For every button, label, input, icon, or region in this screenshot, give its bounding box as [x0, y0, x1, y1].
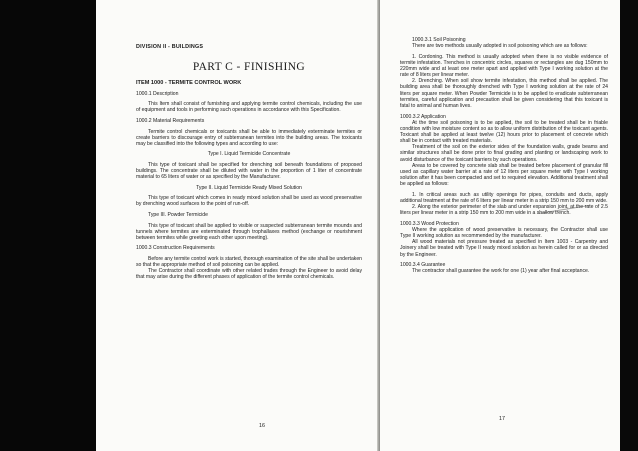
section-1000-2-text: Termite control chemicals or toxicants shall be able to immediately exterminate termites or create barriers to discourage entry of subterranean termites into the building areas. The toxicants may be classified into the following types and according to use: — [136, 128, 362, 147]
type-2-heading: Type II. Liquid Termicide Ready Mixed Solution — [196, 184, 302, 191]
left-dark-edge — [0, 0, 96, 451]
section-1000-3-heading: 1000.3 Construction Requirements — [136, 245, 215, 252]
type-1-text: This type of toxicant shall be specified for drenching soil beneath foundations of proposed buildings. The concentrate shall be diluted with water in the proportion of 1 liter of concentrate material to 65 liters of water or as specified by the Manufacturer. — [136, 161, 362, 181]
section-1000-3-4-text: The contractor shall guarantee the work for one (1) year after final acceptance. — [412, 268, 590, 275]
section-1000-3-3-paragraph-1: Where the application of wood preservative is necessary, the Contractor shall use Type II working solution as recommended by the manufacturer. — [400, 226, 608, 240]
right-page — [380, 0, 620, 451]
section-1000-3-2-paragraph-2: Treatment of the soil on the exterior sides of the foundation walls, grade beams and similar structures shall be done prior to final grading and planting or landscaping work to avoid disturbance of the toxicant barriers by such operations. — [400, 144, 608, 163]
section-1000-3-4-heading: 1000.3.4 Guarantee — [400, 262, 446, 269]
type-3-text: This type of toxicant shall be applied to visible or suspected subterranean termite mounds and tunnels where termites are exterminated through trophallaxes method (exchange or nourishment between termites while greeting each other upon meeting). — [136, 222, 362, 241]
section-1000-1-heading: 1000.1 Description — [136, 90, 179, 97]
right-page-content — [400, 37, 608, 274]
soil-method-drenching: 2. Drenching. When soil show termite infestation, this method shall be applied. The building area shall be thoroughly drenched with Type I working solution at the rate of 24 liters per square meter. When Powder Termicide is to be applied to eradicate subterranean termites, careful application and precaution shall be given considering that this toxicant is fatal to animal and human lives. — [400, 78, 608, 109]
left-page-content — [136, 38, 362, 281]
left-page-number: 16 — [259, 423, 265, 429]
type-2-text: This type of toxicant which comes in ready mixed solution shall be used as wood preservative by drenching wood surfaces to the point of run-off. — [136, 195, 362, 208]
part-title: PART C - FINISHING — [192, 61, 306, 74]
section-1000-3-paragraph-2: The Contractor shall coordinate with other related trades through the Engineer to avoid delay that may arise during the different phases of application of the termite control chemicals. — [136, 268, 362, 281]
section-1000-3-paragraph-1: Before any termite control work is started, thorough examination of the site shall be undertaken so that the appropriate method of soil poisoning can be applied. — [136, 255, 362, 269]
section-1000-3-2-paragraph-1: At the time soil poisoning is to be applied, the soil to be treated shall be in friable condition with low moisture content so as to allow uniform distribution of the toxicant agents. Toxicant shall be applied at least twelve (12) hours prior to placement of concrete which shall be in contact with treated materials. — [400, 119, 608, 145]
division-heading: DIVISION II - BUILDINGS — [136, 44, 204, 50]
section-1000-3-2-paragraph-3: Areas to be covered by concrete slab shall be treated before placement of granular fill used as capillary water barrier at a rate of 12 liters per square meter with Type I working solution after it has been compacted and set to required elevation. Additional treatment shall be applied as follows: — [400, 162, 608, 188]
section-1000-3-2-heading: 1000.3.2 Application — [400, 113, 446, 120]
section-1000-3-3-heading: 1000.3.3 Wood Protection — [400, 220, 459, 227]
item-title: ITEM 1000 - TERMITE CONTROL WORK — [136, 80, 242, 87]
section-1000-2-heading: 1000.2 Material Requirements — [136, 117, 205, 124]
right-dark-edge — [620, 0, 638, 451]
section-1000-3-1-heading: 1000.3.1 Soil Poisoning — [412, 37, 466, 43]
section-1000-3-1-intro: There are two methods usually adopted in soil poisoning which are as follows: — [412, 43, 588, 50]
right-page-number: 17 — [499, 416, 505, 422]
type-1-heading: Type I. Liquid Termicide Concentrate — [207, 151, 291, 158]
section-1000-3-3-paragraph-2: All wood materials not pressure treated as specified in Item 1003 - Carpentry and Joinery shall be treated with Type II ready mixed solution as herein called for or as directed by the Engineer. — [400, 239, 608, 258]
type-3-heading: Type III. Powder Termicide — [148, 212, 208, 219]
section-1000-1-text: This Item shall consist of furnishing and applying termite control chemicals, including the use of equipment and tools in performing such operations in accordance with this Specification. — [136, 101, 362, 114]
application-item-2: 2. Along the exterior perimeter of the slab and under expansion joint, at the rate of 2.5 liters per linear meter in a strip 150 mm to 200 mm wide in a shallow trench. — [400, 204, 608, 217]
soil-method-cordoning: 1. Cordoning. This method is usually adopted when there is no visible evidence of termite infestation. Trenches in concentric circles, squares or rectangles are dug 150mm to 220mm wide and at least one meter apart and applied with Type I working solution at the rate of 8 liters per linear meter. — [400, 53, 608, 79]
left-page — [96, 0, 378, 451]
application-item-1: 1. In critical areas such as utility openings for pipes, conduits and ducts, apply additional treatment at the rate of 6 liters per linear meter in a strip 150 mm to 200 mm wide. — [400, 191, 608, 204]
